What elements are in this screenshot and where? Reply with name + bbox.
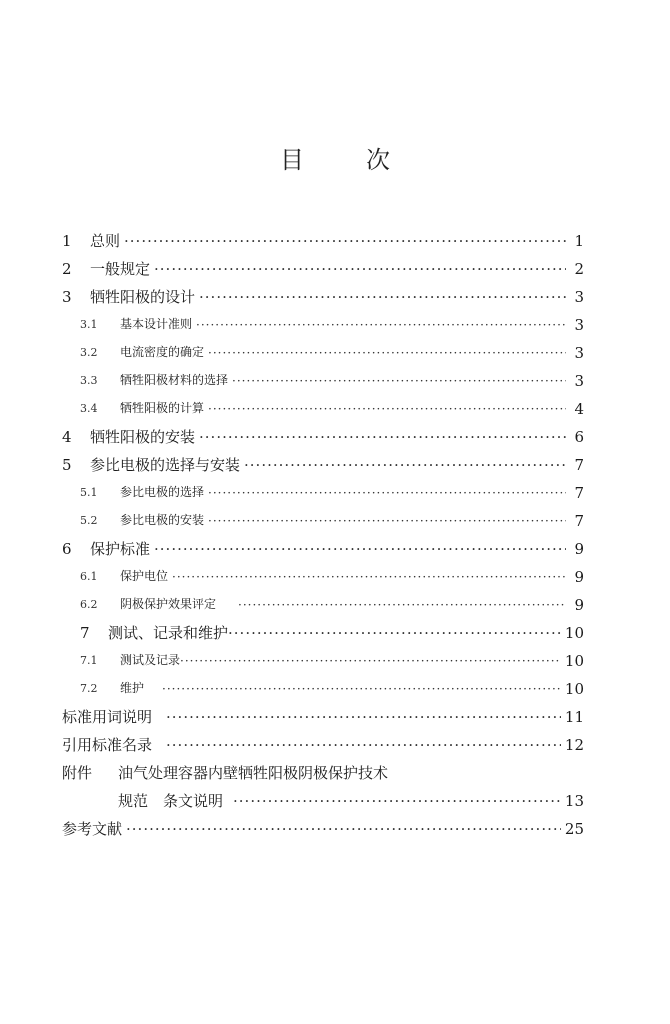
toc-page-number: 12 [564, 736, 584, 754]
toc-entry-label: 3.2 电流密度的确定 [80, 345, 205, 359]
toc-entry-label: 标准用词说明 [62, 708, 153, 726]
toc-entry-label: 6.1 保护电位 [80, 569, 169, 583]
toc-entry-label: 3 牺牲阳极的设计 [62, 288, 196, 306]
leader-dots [180, 649, 561, 673]
toc-entry-appendix-cont[interactable] [118, 789, 584, 813]
toc-page-number: 7 [574, 512, 584, 530]
toc-entry-label: 3.1 基本设计准则 [80, 317, 193, 331]
toc-entry-label: 6.2 阴极保护效果评定 [80, 597, 217, 611]
toc-entry-terms[interactable] [62, 705, 584, 729]
toc-entry-7[interactable] [80, 621, 584, 645]
toc-entry-appendix[interactable] [62, 761, 584, 785]
toc-page-number: 3 [574, 372, 584, 390]
toc-page-number: 7 [574, 484, 584, 502]
toc-entry-label: 3.3 牺牲阳极材料的选择 [80, 373, 229, 387]
toc-page-number: 25 [564, 820, 584, 838]
leader-dots [238, 593, 566, 617]
toc-entry-4[interactable] [62, 425, 584, 449]
toc-entry-5-2[interactable] [80, 509, 584, 533]
toc-page-number: 9 [574, 540, 584, 558]
toc-entry-2[interactable] [62, 257, 584, 281]
toc-entry-5-1[interactable] [80, 481, 584, 505]
toc-entry-label: 附件 油气处理容器内壁牺牲阳极阴极保护技术 [62, 764, 389, 782]
toc-entry-5[interactable] [62, 453, 584, 477]
toc-entry-label: 4 牺牲阳极的安装 [62, 428, 196, 446]
toc-entry-7-2[interactable] [80, 677, 584, 701]
toc-page-number: 9 [574, 596, 584, 614]
toc-page-number: 7 [574, 456, 584, 474]
toc-page-number: 1 [574, 232, 584, 250]
toc-page-number: 9 [574, 568, 584, 586]
toc-entry-7-1[interactable] [80, 649, 584, 673]
toc-entry-6-1[interactable] [80, 565, 584, 589]
toc-entry-3-2[interactable] [80, 341, 584, 365]
leader-dots [126, 817, 561, 841]
toc-entry-label: 7.2 维护 [80, 681, 145, 695]
leader-dots [208, 397, 566, 421]
page-title [0, 140, 670, 175]
leader-dots [228, 621, 561, 645]
toc-page-number: 13 [564, 792, 584, 810]
toc-entry-6-2[interactable] [80, 593, 584, 617]
toc-page-number: 2 [574, 260, 584, 278]
leader-dots [162, 677, 561, 701]
leader-dots [233, 789, 561, 813]
toc-page-number: 10 [564, 680, 584, 698]
leader-dots [232, 369, 566, 393]
leader-dots [199, 425, 566, 449]
toc-page-number: 4 [574, 400, 584, 418]
toc-page-number: 3 [574, 344, 584, 362]
toc-entry-3-3[interactable] [80, 369, 584, 393]
toc-entry-label: 7.1 测试及记录 [80, 653, 181, 667]
toc-entry-label: 6 保护标准 [62, 540, 151, 558]
toc-entry-label: 3.4 牺牲阳极的计算 [80, 401, 205, 415]
toc-entry-6[interactable] [62, 537, 584, 561]
leader-dots [208, 481, 566, 505]
toc-entry-label: 5.1 参比电极的选择 [80, 485, 205, 499]
toc-entry-references-list[interactable] [62, 733, 584, 757]
toc-entry-3-1[interactable] [80, 313, 584, 337]
toc-page-number: 3 [574, 288, 584, 306]
leader-dots [124, 229, 566, 253]
toc-page-number: 11 [564, 708, 584, 726]
title-char-1: 目 [280, 146, 304, 174]
toc-entry-label: 参考文献 [62, 820, 123, 838]
leader-dots [244, 453, 566, 477]
toc-entry-label: 1 总则 [62, 232, 121, 250]
toc-entry-3-4[interactable] [80, 397, 584, 421]
leader-dots [166, 733, 561, 757]
toc-page-number: 3 [574, 316, 584, 334]
leader-dots [208, 341, 566, 365]
leader-dots [154, 537, 566, 561]
toc-entry-label: 7 测试、记录和维护 [80, 624, 229, 642]
leader-dots [166, 705, 561, 729]
toc-entry-bibliography[interactable] [62, 817, 584, 841]
toc-entry-label: 5 参比电极的选择与安装 [62, 456, 241, 474]
toc-entry-label: 规范 条文说明 [118, 792, 224, 810]
leader-dots [199, 285, 566, 309]
toc-page-number: 6 [574, 428, 584, 446]
toc-entry-3[interactable] [62, 285, 584, 309]
toc-entry-1[interactable] [62, 229, 584, 253]
toc-page-number: 10 [564, 624, 584, 642]
toc-entry-label: 引用标准名录 [62, 736, 153, 754]
leader-dots [208, 509, 566, 533]
leader-dots [196, 313, 566, 337]
leader-dots [154, 257, 566, 281]
toc-page-number: 10 [564, 652, 584, 670]
toc-entry-label: 2 一般规定 [62, 260, 151, 278]
title-char-2: 次 [366, 146, 390, 174]
leader-dots [172, 565, 566, 589]
toc-entry-label: 5.2 参比电极的安装 [80, 513, 205, 527]
